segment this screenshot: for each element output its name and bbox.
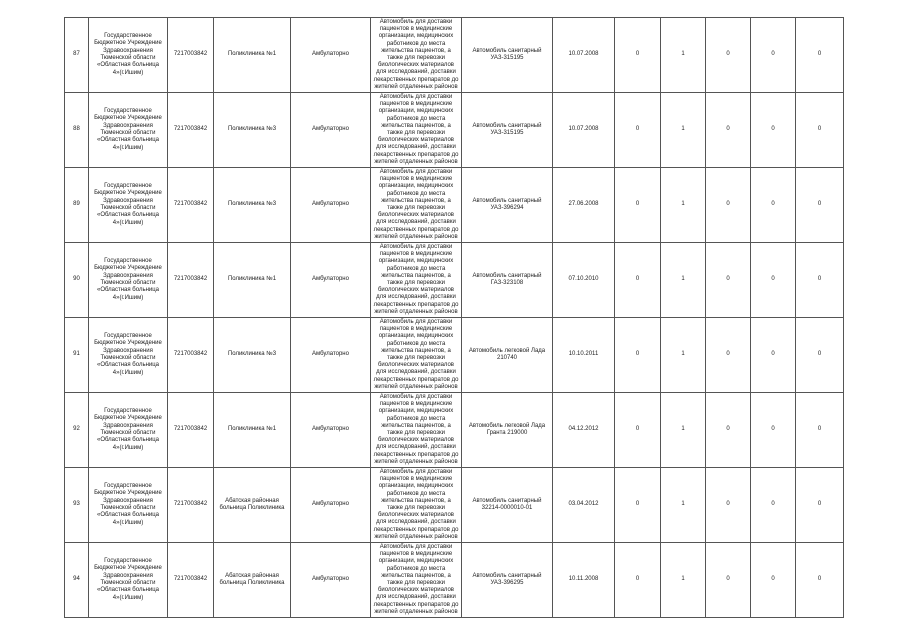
inn-code: 7217003842: [168, 468, 214, 543]
table-row: [65, 543, 844, 618]
vehicle-model: Автомобиль легковой Лада Гранта 219000: [462, 393, 553, 468]
acquisition-date: 10.11.2008: [553, 543, 615, 618]
count-cell: 0: [706, 393, 751, 468]
count-cell: 1: [661, 318, 706, 393]
subdivision: Абатская районная больница Поликлиника: [214, 543, 291, 618]
count-cell: 0: [796, 393, 844, 468]
acquisition-date: 10.07.2008: [553, 93, 615, 168]
count-cell: 1: [661, 243, 706, 318]
subdivision: Поликлиника №1: [214, 18, 291, 93]
count-cell: 0: [751, 318, 796, 393]
vehicle-purpose: Автомобиль для доставки пациентов в медицинские организации, медицинских работников до места жительства пациентов, а также для перевозки биологических материалов для исследований, доставки лекарственных препаратов до жителей отдаленных районов: [371, 468, 462, 543]
vehicle-purpose: Автомобиль для доставки пациентов в медицинские организации, медицинских работников до места жительства пациентов, а также для перевозки биологических материалов для исследований, доставки лекарственных препаратов до жителей отдаленных районов: [371, 543, 462, 618]
acquisition-date: 03.04.2012: [553, 468, 615, 543]
count-cell: 0: [751, 168, 796, 243]
count-cell: 0: [751, 468, 796, 543]
care-type: Амбулаторно: [291, 93, 371, 168]
acquisition-date: 27.06.2008: [553, 168, 615, 243]
count-cell: 0: [751, 93, 796, 168]
count-cell: 0: [615, 168, 661, 243]
vehicle-model: Автомобиль санитарный ГАЗ-323108: [462, 243, 553, 318]
count-cell: 0: [751, 18, 796, 93]
inn-code: 7217003842: [168, 18, 214, 93]
count-cell: 0: [615, 243, 661, 318]
subdivision: Поликлиника №1: [214, 243, 291, 318]
row-number: 89: [65, 168, 89, 243]
care-type: Амбулаторно: [291, 393, 371, 468]
count-cell: 0: [706, 18, 751, 93]
count-cell: 1: [661, 93, 706, 168]
inn-code: 7217003842: [168, 318, 214, 393]
count-cell: 0: [751, 393, 796, 468]
count-cell: 0: [796, 543, 844, 618]
row-number: 91: [65, 318, 89, 393]
inn-code: 7217003842: [168, 243, 214, 318]
count-cell: 0: [615, 468, 661, 543]
subdivision: Поликлиника №1: [214, 393, 291, 468]
count-cell: 0: [706, 318, 751, 393]
count-cell: 0: [751, 543, 796, 618]
count-cell: 0: [706, 168, 751, 243]
count-cell: 0: [796, 243, 844, 318]
care-type: Амбулаторно: [291, 468, 371, 543]
acquisition-date: 10.07.2008: [553, 18, 615, 93]
count-cell: 1: [661, 18, 706, 93]
organization-name: Государственное Бюджетное Учреждение Здравоохранения Тюменской области «Областная больница 4»(г.Ишим): [89, 93, 168, 168]
row-number: 88: [65, 93, 89, 168]
vehicle-model: Автомобиль санитарный УАЗ-315195: [462, 93, 553, 168]
vehicle-model: Автомобиль санитарный УАЗ-315195: [462, 18, 553, 93]
count-cell: 0: [615, 93, 661, 168]
table-body: [65, 18, 844, 618]
count-cell: 0: [796, 318, 844, 393]
count-cell: 0: [706, 93, 751, 168]
vehicle-model: Автомобиль санитарный 32214-0000010-01: [462, 468, 553, 543]
row-number: 94: [65, 543, 89, 618]
table-row: [65, 168, 844, 243]
organization-name: Государственное Бюджетное Учреждение Здравоохранения Тюменской области «Областная больница 4»(г.Ишим): [89, 318, 168, 393]
count-cell: 0: [706, 243, 751, 318]
count-cell: 1: [661, 168, 706, 243]
organization-name: Государственное Бюджетное Учреждение Здравоохранения Тюменской области «Областная больница 4»(г.Ишим): [89, 168, 168, 243]
count-cell: 1: [661, 393, 706, 468]
organization-name: Государственное Бюджетное Учреждение Здравоохранения Тюменской области «Областная больница 4»(г.Ишим): [89, 18, 168, 93]
care-type: Амбулаторно: [291, 243, 371, 318]
subdivision: Поликлиника №3: [214, 93, 291, 168]
table-row: [65, 18, 844, 93]
care-type: Амбулаторно: [291, 543, 371, 618]
inn-code: 7217003842: [168, 543, 214, 618]
care-type: Амбулаторно: [291, 168, 371, 243]
vehicle-purpose: Автомобиль для доставки пациентов в медицинские организации, медицинских работников до места жительства пациентов, а также для перевозки биологических материалов для исследований, доставки лекарственных препаратов до жителей отдаленных районов: [371, 18, 462, 93]
count-cell: 1: [661, 543, 706, 618]
vehicle-model: Автомобиль санитарный УАЗ-396294: [462, 168, 553, 243]
acquisition-date: 10.10.2011: [553, 318, 615, 393]
row-number: 87: [65, 18, 89, 93]
vehicle-purpose: Автомобиль для доставки пациентов в медицинские организации, медицинских работников до места жительства пациентов, а также для перевозки биологических материалов для исследований, доставки лекарственных препаратов до жителей отдаленных районов: [371, 168, 462, 243]
acquisition-date: 07.10.2010: [553, 243, 615, 318]
count-cell: 0: [796, 18, 844, 93]
row-number: 93: [65, 468, 89, 543]
vehicle-purpose: Автомобиль для доставки пациентов в медицинские организации, медицинских работников до места жительства пациентов, а также для перевозки биологических материалов для исследований, доставки лекарственных препаратов до жителей отдаленных районов: [371, 243, 462, 318]
count-cell: 0: [751, 243, 796, 318]
count-cell: 0: [796, 468, 844, 543]
count-cell: 0: [796, 168, 844, 243]
table-row: [65, 93, 844, 168]
subdivision: Абатская районная больница Поликлиника: [214, 468, 291, 543]
count-cell: 0: [615, 318, 661, 393]
row-number: 92: [65, 393, 89, 468]
vehicle-purpose: Автомобиль для доставки пациентов в медицинские организации, медицинских работников до места жительства пациентов, а также для перевозки биологических материалов для исследований, доставки лекарственных препаратов до жителей отдаленных районов: [371, 318, 462, 393]
count-cell: 0: [706, 543, 751, 618]
vehicle-model: Автомобиль легковой Лада 210740: [462, 318, 553, 393]
subdivision: Поликлиника №3: [214, 318, 291, 393]
vehicle-model: Автомобиль санитарный УАЗ-396295: [462, 543, 553, 618]
table-row: [65, 243, 844, 318]
vehicle-purpose: Автомобиль для доставки пациентов в медицинские организации, медицинских работников до места жительства пациентов, а также для перевозки биологических материалов для исследований, доставки лекарственных препаратов до жителей отдаленных районов: [371, 93, 462, 168]
count-cell: 0: [706, 468, 751, 543]
row-number: 90: [65, 243, 89, 318]
table-row: [65, 318, 844, 393]
organization-name: Государственное Бюджетное Учреждение Здравоохранения Тюменской области «Областная больница 4»(г.Ишим): [89, 468, 168, 543]
count-cell: 0: [615, 18, 661, 93]
organization-name: Государственное Бюджетное Учреждение Здравоохранения Тюменской области «Областная больница 4»(г.Ишим): [89, 543, 168, 618]
subdivision: Поликлиника №3: [214, 168, 291, 243]
care-type: Амбулаторно: [291, 18, 371, 93]
organization-name: Государственное Бюджетное Учреждение Здравоохранения Тюменской области «Областная больница 4»(г.Ишим): [89, 243, 168, 318]
acquisition-date: 04.12.2012: [553, 393, 615, 468]
count-cell: 0: [796, 93, 844, 168]
vehicle-register-table: [64, 17, 844, 618]
inn-code: 7217003842: [168, 93, 214, 168]
inn-code: 7217003842: [168, 168, 214, 243]
count-cell: 0: [615, 543, 661, 618]
count-cell: 0: [615, 393, 661, 468]
vehicle-purpose: Автомобиль для доставки пациентов в медицинские организации, медицинских работников до места жительства пациентов, а также для перевозки биологических материалов для исследований, доставки лекарственных препаратов до жителей отдаленных районов: [371, 393, 462, 468]
table-row: [65, 468, 844, 543]
care-type: Амбулаторно: [291, 318, 371, 393]
table-row: [65, 393, 844, 468]
inn-code: 7217003842: [168, 393, 214, 468]
count-cell: 1: [661, 468, 706, 543]
organization-name: Государственное Бюджетное Учреждение Здравоохранения Тюменской области «Областная больница 4»(г.Ишим): [89, 393, 168, 468]
